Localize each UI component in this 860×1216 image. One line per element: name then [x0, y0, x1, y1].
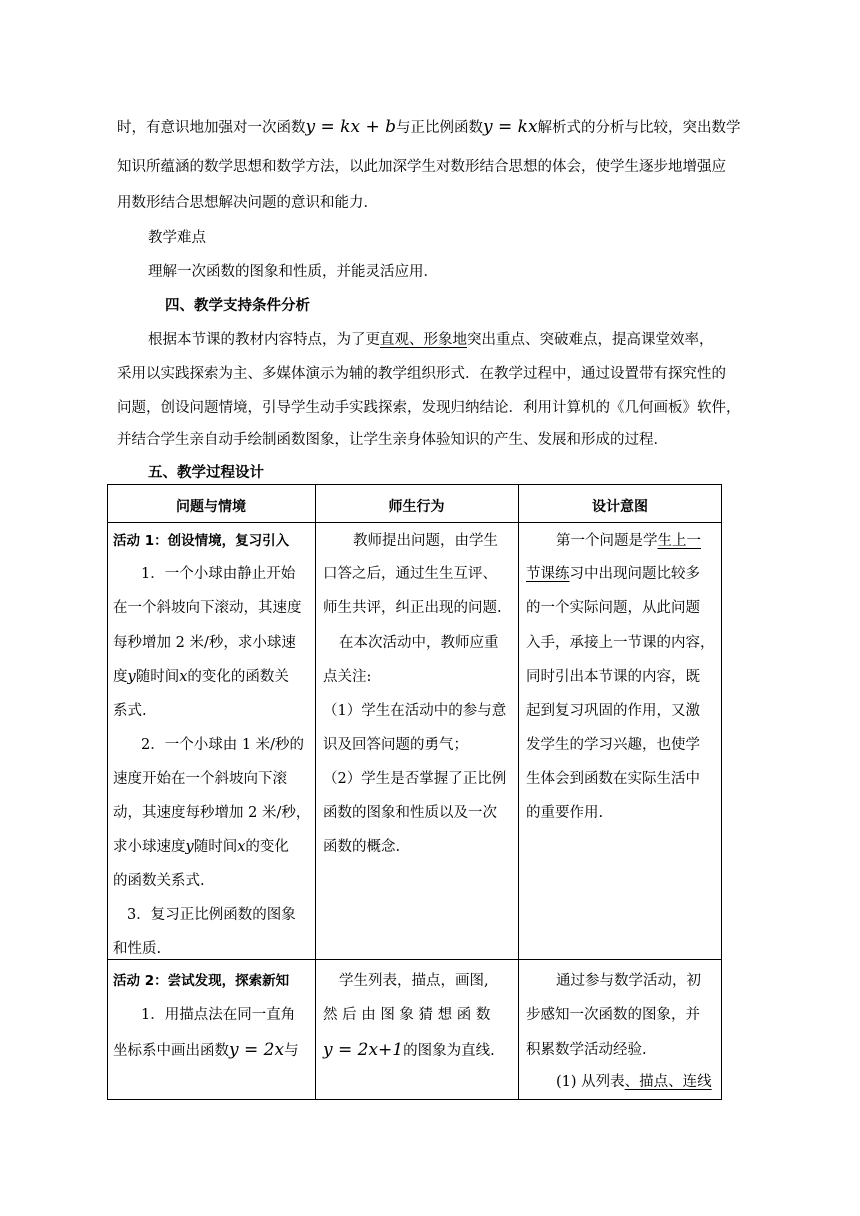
paragraph-line [117, 117, 741, 137]
cell-text: 函数的概念. [323, 839, 401, 855]
row-divider [107, 959, 722, 960]
cell-text: 步感知一次函数的图象，并 [526, 1007, 700, 1023]
cell-text [113, 667, 289, 687]
cell-text [113, 837, 289, 857]
cell-text: 的变化的函数关 [187, 669, 289, 685]
section-5-heading: 五、教学过程设计 [148, 465, 264, 481]
cell-text: 教师提出问题，由学生 [353, 533, 498, 549]
cell-text: 的图象为直线. [403, 1043, 495, 1059]
cell-text: 系式. [113, 703, 147, 719]
cell-text: 坐标系中画出函数 [113, 1043, 229, 1059]
cell-text: 的变化 [245, 839, 289, 855]
cell-text [556, 1072, 712, 1092]
paragraph-line: 并结合学生亲自动手绘制函数图象，让学生亲身体验知识的产生、发展和形成的过程． [117, 432, 668, 448]
section-4-heading: 四、教学支持条件分析 [165, 298, 310, 314]
paragraph-text: 与正比例函数 [395, 120, 483, 136]
cell-text: 通过参与数学活动，初 [556, 973, 701, 989]
cell-text: 学生列表，描点，画图, [339, 973, 489, 989]
formula-y-2x-plus-1: y = 2x+1 [323, 1040, 404, 1060]
cell-text: 函数的图象和性质以及一次 [323, 805, 497, 821]
cell-text: 1．一个小球由静止开始 [141, 566, 296, 582]
cell-text: 识及回答问题的勇气； [323, 737, 468, 753]
cell-text: 动，其速度每秒增加 2 米/秒， [113, 805, 311, 821]
cell-text: 与 [284, 1043, 299, 1059]
paragraph-text: 时，有意识地加强对一次函数 [117, 120, 306, 136]
cell-text: 在一个斜坡向下滚动，其速度 [113, 600, 302, 616]
cell-text: (1) 从列表 [556, 1074, 625, 1090]
cell-text: 3．复习正比例函数的图象 [127, 907, 296, 923]
teaching-process-table [107, 484, 722, 1100]
underlined-text: 直观、形象地 [380, 332, 467, 348]
cell-text: 1．用描点法在同一直角 [141, 1007, 296, 1023]
table-header-cell: 师生行为 [388, 499, 445, 515]
cell-text: 起到复习巩固的作用，又激 [526, 703, 700, 719]
paragraph-text: 根据本节课的教材内容特点，为了更 [148, 332, 380, 348]
cell-text: 同时引出本节课的内容，既 [526, 669, 700, 685]
paragraph-text: 解析式的分析与比较，突出数学 [537, 120, 741, 136]
formula-linear-function: y = kx + b [305, 117, 396, 137]
variable-x: x [237, 839, 246, 855]
difficulty-text: 理解一次函数的图象和性质，并能灵活应用． [148, 264, 438, 280]
cell-text: 点关注: [323, 669, 372, 685]
cell-text: 在本次活动中，教师应重 [339, 635, 499, 651]
column-divider [315, 484, 316, 1100]
cell-text: 入手，承接上一节课的内容， [526, 635, 715, 651]
cell-text: 口答之后，通过生生互评、 [323, 566, 497, 582]
cell-text: （1）学生在活动中的参与意 [323, 703, 507, 719]
variable-y: y [127, 669, 136, 685]
cell-text: 的函数关系式. [113, 873, 205, 889]
cell-text [323, 1040, 495, 1060]
cell-text: 求小球速度 [113, 839, 186, 855]
cell-text [526, 564, 700, 584]
difficulty-heading: 教学难点 [148, 230, 206, 246]
underlined-text: 生上一 [657, 533, 701, 549]
paragraph-line [148, 330, 714, 350]
cell-text: 2．一个小球由 1 米/秒的 [141, 737, 305, 753]
cell-text: 发学生的学习兴趣，也使学 [526, 737, 700, 753]
paragraph-text: 突出重点、突破难点，提高课堂效率， [467, 332, 714, 348]
underlined-text: 节课练 [526, 566, 570, 582]
cell-text: （2）学生是否掌握了正比例 [323, 771, 507, 787]
cell-text: 随时间 [193, 839, 238, 855]
cell-text: 师生共评，纠正出现的问题. [323, 600, 502, 616]
cell-text: 第一个问题是学 [556, 533, 658, 549]
cell-text [113, 1040, 299, 1060]
paragraph-line: 知识所蕴涵的数学思想和数学方法，以此加深学生对数形结合思想的体会，使学生逐步地增强应 [117, 159, 726, 175]
table-header-cell: 问题与情境 [176, 499, 246, 515]
cell-text: 随时间 [135, 669, 180, 685]
activity-1-title: 活动 1：创设情境，复习引入 [113, 533, 290, 549]
formula-proportional-function: y = kx [482, 117, 538, 137]
activity-2-title: 活动 2：尝试发现，探索新知 [113, 973, 290, 989]
cell-text: 习中出现问题比较多 [569, 566, 700, 582]
underlined-text: 、描点、连线 [624, 1074, 712, 1090]
cell-text [556, 531, 701, 551]
cell-text: 积累数学活动经验. [526, 1042, 647, 1058]
paragraph-line: 用数形结合思想解决问题的意识和能力． [117, 195, 378, 211]
column-divider [518, 484, 519, 1100]
cell-text: 然 后 由 图 象 猜 想 函 数 [323, 1007, 491, 1023]
cell-text: 和性质. [113, 941, 162, 957]
formula-y-2x: y = 2x [229, 1040, 285, 1060]
variable-y: y [185, 839, 194, 855]
cell-text: 度 [113, 669, 128, 685]
cell-text: 的一个实际问题，从此问题 [526, 600, 700, 616]
paragraph-line: 问题，创设问题情境，引导学生动手实践探索，发现归纳结论．利用计算机的《几何画板》软件， [117, 400, 741, 416]
cell-text: 每秒增加 2 米/秒，求小球速 [113, 635, 296, 651]
cell-text: 速度开始在一个斜坡向下滚 [113, 771, 287, 787]
paragraph-line: 采用以实践探索为主、多媒体演示为辅的教学组织形式．在教学过程中，通过设置带有探究性的 [117, 366, 726, 382]
cell-text: 的重要作用. [526, 805, 604, 821]
row-divider [107, 522, 722, 523]
cell-text: 生体会到函数在实际生活中 [526, 771, 700, 787]
table-header-cell: 设计意图 [592, 499, 648, 515]
variable-x: x [179, 669, 188, 685]
